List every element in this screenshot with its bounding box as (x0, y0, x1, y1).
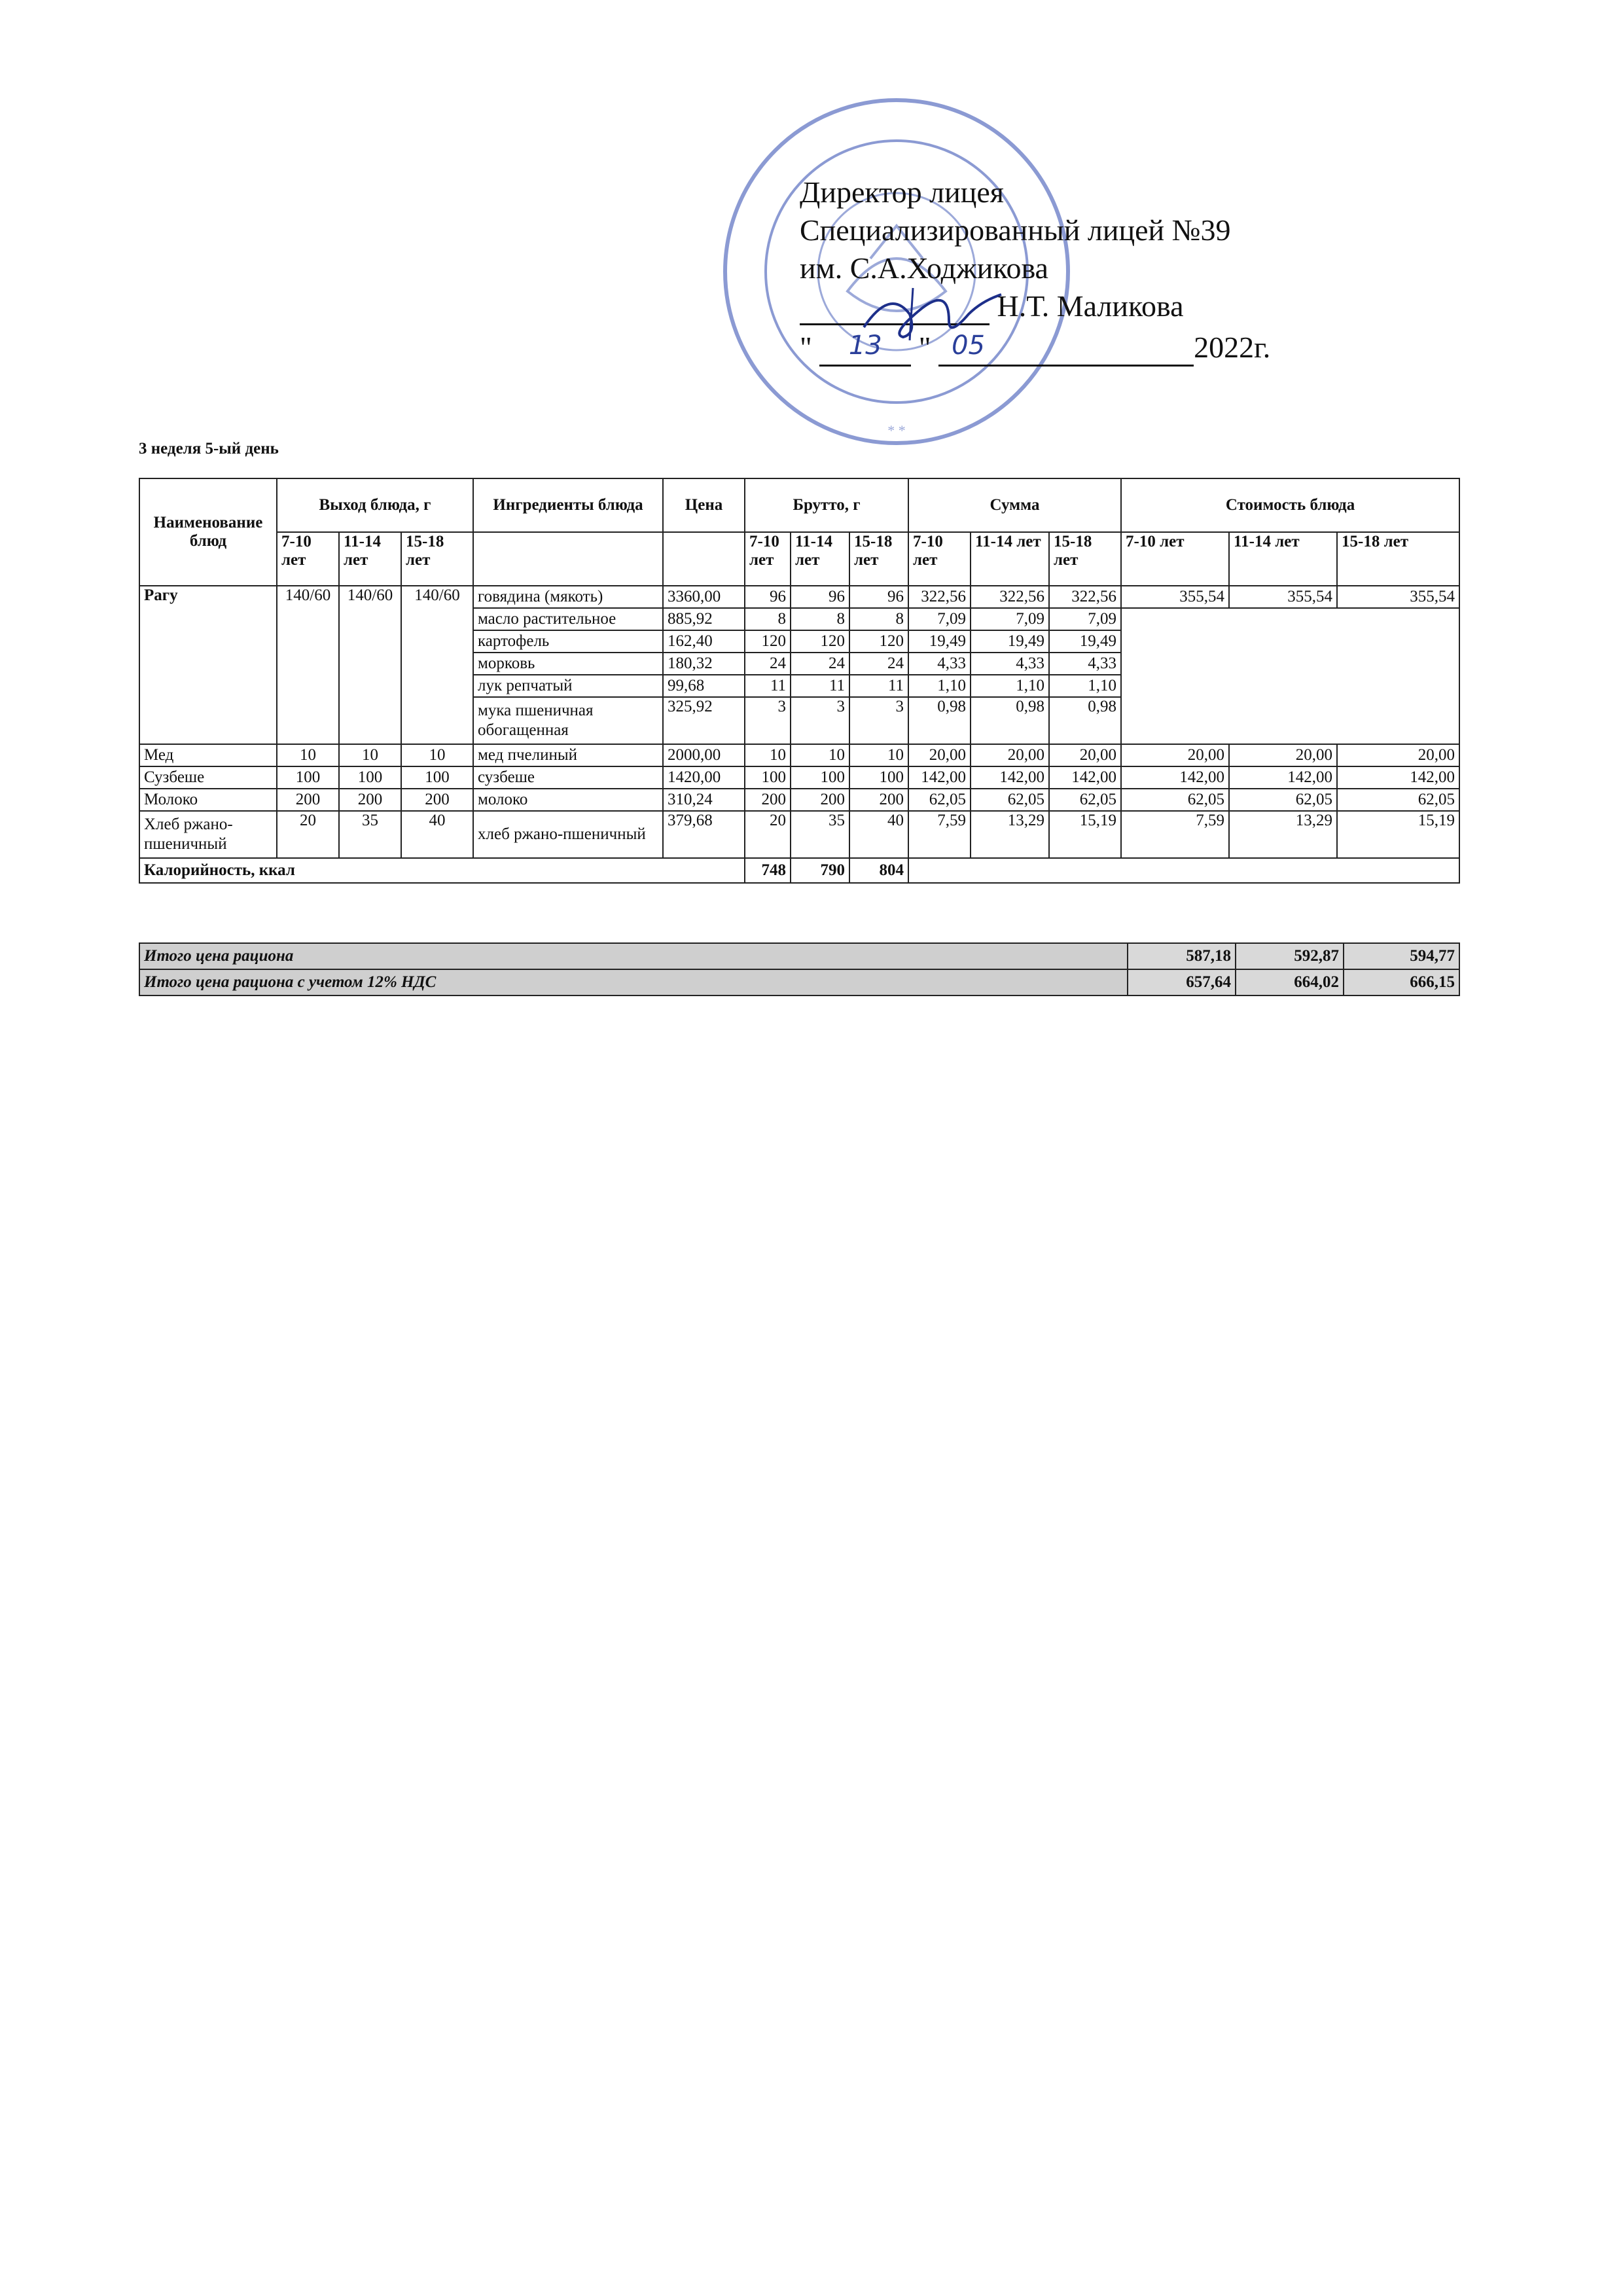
header-yield-age-3: 15-18 лет (401, 532, 473, 586)
ingredient-brutto-1: 11 (745, 675, 791, 697)
ingredient-sum-2: 19,49 (971, 630, 1049, 653)
ingredient-brutto-1: 200 (745, 789, 791, 811)
ingredient-name: молоко (473, 789, 663, 811)
ingredient-brutto-3: 120 (849, 630, 908, 653)
totals-vat-value-3: 666,15 (1344, 969, 1459, 996)
director-signature (851, 275, 1021, 347)
header-row-1 (139, 478, 1459, 532)
ragu-yield-2: 140/60 (339, 586, 401, 744)
dish-cost-3: 15,19 (1337, 811, 1459, 858)
ragu-cost-blank (1121, 608, 1459, 744)
approval-organization: Специализированный лицей №39 (800, 213, 1231, 247)
ingredient-sum-3: 4,33 (1049, 653, 1121, 675)
ingredient-price: 325,92 (663, 697, 745, 744)
calories-3: 804 (849, 858, 908, 883)
ragu-cost-3: 355,54 (1337, 586, 1459, 608)
ingredient-sum-3: 142,00 (1049, 766, 1121, 789)
ingredient-sum-1: 19,49 (908, 630, 971, 653)
date-quote-close: " (918, 331, 931, 364)
ingredient-brutto-1: 10 (745, 744, 791, 766)
ingredient-sum-2: 20,00 (971, 744, 1049, 766)
table-row-suzbeshe (139, 766, 1459, 789)
date-quote-open: " (800, 331, 812, 364)
table-row-ragu (139, 586, 1459, 608)
ingredient-price: 162,40 (663, 630, 745, 653)
ingredient-brutto-2: 3 (791, 697, 849, 744)
ingredient-sum-2: 142,00 (971, 766, 1049, 789)
dish-yield-3: 10 (401, 744, 473, 766)
totals-vat-value-2: 664,02 (1236, 969, 1344, 996)
dish-yield-1: 100 (277, 766, 339, 789)
ingredient-brutto-2: 120 (791, 630, 849, 653)
header-brutto-age-1: 7-10 лет (745, 532, 791, 586)
ingredient-sum-3: 19,49 (1049, 630, 1121, 653)
calories-1: 748 (745, 858, 791, 883)
header-sum-age-1: 7-10 лет (908, 532, 971, 586)
ingredient-name: мед пчелиный (473, 744, 663, 766)
ingredient-brutto-2: 35 (791, 811, 849, 858)
ingredient-sum-2: 7,09 (971, 608, 1049, 630)
ingredient-price: 310,24 (663, 789, 745, 811)
table-row-calories (139, 858, 1459, 883)
dish-yield-2: 200 (339, 789, 401, 811)
dish-yield-2: 35 (339, 811, 401, 858)
dish-yield-3: 100 (401, 766, 473, 789)
ingredient-brutto-2: 10 (791, 744, 849, 766)
ingredient-name: хлеб ржано-пшеничный (473, 811, 663, 858)
totals-value-3: 594,77 (1344, 943, 1459, 969)
approval-signer: Н.Т. Маликова (997, 289, 1184, 323)
ingredient-brutto-3: 40 (849, 811, 908, 858)
table-row-milk (139, 789, 1459, 811)
ingredient-brutto-2: 24 (791, 653, 849, 675)
ingredient-brutto-1: 120 (745, 630, 791, 653)
header-yield-age-2: 11-14 лет (339, 532, 401, 586)
ingredient-price: 99,68 (663, 675, 745, 697)
header-price: Цена (663, 478, 745, 532)
ingredient-sum-2: 62,05 (971, 789, 1049, 811)
header-cost-age-3: 15-18 лет (1337, 532, 1459, 586)
svg-text:* *: * * (887, 422, 906, 439)
dish-yield-1: 20 (277, 811, 339, 858)
dish-cost-2: 20,00 (1229, 744, 1337, 766)
approval-position: Директор лицея (800, 175, 1004, 209)
ingredient-name: лук репчатый (473, 675, 663, 697)
ragu-yield-1: 140/60 (277, 586, 339, 744)
ingredient-brutto-2: 96 (791, 586, 849, 608)
dish-cost-1: 20,00 (1121, 744, 1229, 766)
ingredient-sum-2: 4,33 (971, 653, 1049, 675)
header-ingredients: Ингредиенты блюда (473, 478, 663, 532)
ingredient-brutto-1: 3 (745, 697, 791, 744)
totals-row (139, 943, 1459, 969)
dish-name-ragu: Рагу (139, 586, 277, 744)
ingredient-brutto-3: 96 (849, 586, 908, 608)
ingredient-name: сузбеше (473, 766, 663, 789)
ingredient-price: 2000,00 (663, 744, 745, 766)
table-row-bread (139, 811, 1459, 858)
dish-yield-2: 10 (339, 744, 401, 766)
totals-value-1: 587,18 (1128, 943, 1236, 969)
ingredient-brutto-2: 11 (791, 675, 849, 697)
header-sum: Сумма (908, 478, 1121, 532)
header-sum-age-3: 15-18 лет (1049, 532, 1121, 586)
dish-name: Мед (139, 744, 277, 766)
menu-table (139, 478, 1460, 884)
ingredient-brutto-2: 200 (791, 789, 849, 811)
totals-vat-label: Итого цена рациона с учетом 12% НДС (139, 969, 1128, 996)
ingredient-brutto-3: 8 (849, 608, 908, 630)
date-month: 05 (952, 331, 985, 361)
date-day: 13 (848, 331, 882, 361)
week-day-label: 3 неделя 5-ый день (139, 440, 279, 457)
ingredient-sum-3: 15,19 (1049, 811, 1121, 858)
header-ingredients-blank (473, 532, 663, 586)
ingredient-price: 379,68 (663, 811, 745, 858)
ingredient-sum-3: 322,56 (1049, 586, 1121, 608)
header-cost-age-1: 7-10 лет (1121, 532, 1229, 586)
ingredient-sum-3: 20,00 (1049, 744, 1121, 766)
ingredient-brutto-3: 24 (849, 653, 908, 675)
totals-vat-value-1: 657,64 (1128, 969, 1236, 996)
dish-cost-2: 62,05 (1229, 789, 1337, 811)
ingredient-sum-1: 20,00 (908, 744, 971, 766)
dish-cost-2: 142,00 (1229, 766, 1337, 789)
dish-cost-2: 13,29 (1229, 811, 1337, 858)
dish-cost-3: 20,00 (1337, 744, 1459, 766)
ingredient-sum-3: 1,10 (1049, 675, 1121, 697)
dish-yield-2: 100 (339, 766, 401, 789)
header-price-blank (663, 532, 745, 586)
calories-blank (908, 858, 1459, 883)
header-brutto-age-2: 11-14 лет (791, 532, 849, 586)
dish-yield-3: 40 (401, 811, 473, 858)
calories-label: Калорийность, ккал (139, 858, 745, 883)
ragu-yield-3: 140/60 (401, 586, 473, 744)
dish-name: Хлеб ржано-пшеничный (139, 811, 277, 858)
ingredient-sum-2: 1,10 (971, 675, 1049, 697)
ragu-cost-2: 355,54 (1229, 586, 1337, 608)
ingredient-sum-1: 0,98 (908, 697, 971, 744)
dish-name: Сузбеше (139, 766, 277, 789)
ragu-cost-1: 355,54 (1121, 586, 1229, 608)
ingredient-brutto-3: 100 (849, 766, 908, 789)
dish-yield-3: 200 (401, 789, 473, 811)
ingredient-brutto-1: 24 (745, 653, 791, 675)
dish-cost-1: 62,05 (1121, 789, 1229, 811)
ingredient-brutto-2: 100 (791, 766, 849, 789)
dish-cost-3: 62,05 (1337, 789, 1459, 811)
ingredient-name: масло растительное (473, 608, 663, 630)
ingredient-brutto-2: 8 (791, 608, 849, 630)
ingredient-sum-1: 142,00 (908, 766, 971, 789)
header-row-2 (139, 532, 1459, 586)
ingredient-sum-2: 0,98 (971, 697, 1049, 744)
ingredient-price: 885,92 (663, 608, 745, 630)
dish-name: Молоко (139, 789, 277, 811)
header-sum-age-2: 11-14 лет (971, 532, 1049, 586)
ingredient-sum-2: 13,29 (971, 811, 1049, 858)
ingredient-brutto-3: 3 (849, 697, 908, 744)
dish-cost-1: 142,00 (1121, 766, 1229, 789)
ingredient-brutto-1: 8 (745, 608, 791, 630)
calories-2: 790 (791, 858, 849, 883)
ingredient-price: 180,32 (663, 653, 745, 675)
ingredient-sum-2: 322,56 (971, 586, 1049, 608)
ingredient-name: говядина (мякоть) (473, 586, 663, 608)
table-row-honey (139, 744, 1459, 766)
ingredient-name: картофель (473, 630, 663, 653)
totals-label: Итого цена рациона (139, 943, 1128, 969)
ingredient-sum-1: 322,56 (908, 586, 971, 608)
totals-value-2: 592,87 (1236, 943, 1344, 969)
header-brutto: Брутто, г (745, 478, 908, 532)
ingredient-brutto-1: 20 (745, 811, 791, 858)
ingredient-brutto-3: 200 (849, 789, 908, 811)
header-yield: Выход блюда, г (277, 478, 473, 532)
header-brutto-age-3: 15-18 лет (849, 532, 908, 586)
dish-yield-1: 200 (277, 789, 339, 811)
ingredient-sum-3: 0,98 (1049, 697, 1121, 744)
ingredient-name: морковь (473, 653, 663, 675)
ingredient-sum-1: 1,10 (908, 675, 971, 697)
totals-table (139, 942, 1460, 996)
ingredient-sum-1: 4,33 (908, 653, 971, 675)
ingredient-sum-3: 7,09 (1049, 608, 1121, 630)
ingredient-name: мука пшеничная обогащенная (473, 697, 663, 744)
dish-cost-3: 142,00 (1337, 766, 1459, 789)
ingredient-price: 3360,00 (663, 586, 745, 608)
ingredient-sum-1: 7,59 (908, 811, 971, 858)
header-cost-age-2: 11-14 лет (1229, 532, 1337, 586)
dish-cost-1: 7,59 (1121, 811, 1229, 858)
ingredient-brutto-1: 100 (745, 766, 791, 789)
date-year: 2022г. (1194, 331, 1271, 364)
ingredient-brutto-1: 96 (745, 586, 791, 608)
totals-vat-row (139, 969, 1459, 996)
header-cost: Стоимость блюда (1121, 478, 1459, 532)
dish-yield-1: 10 (277, 744, 339, 766)
approval-named-after: им. С.А.Ходжикова (800, 251, 1048, 285)
ingredient-brutto-3: 10 (849, 744, 908, 766)
header-name: Наименование блюд (139, 478, 277, 586)
header-yield-age-1: 7-10 лет (277, 532, 339, 586)
ingredient-price: 1420,00 (663, 766, 745, 789)
ingredient-brutto-3: 11 (849, 675, 908, 697)
ingredient-sum-3: 62,05 (1049, 789, 1121, 811)
ingredient-sum-1: 62,05 (908, 789, 971, 811)
ingredient-sum-1: 7,09 (908, 608, 971, 630)
